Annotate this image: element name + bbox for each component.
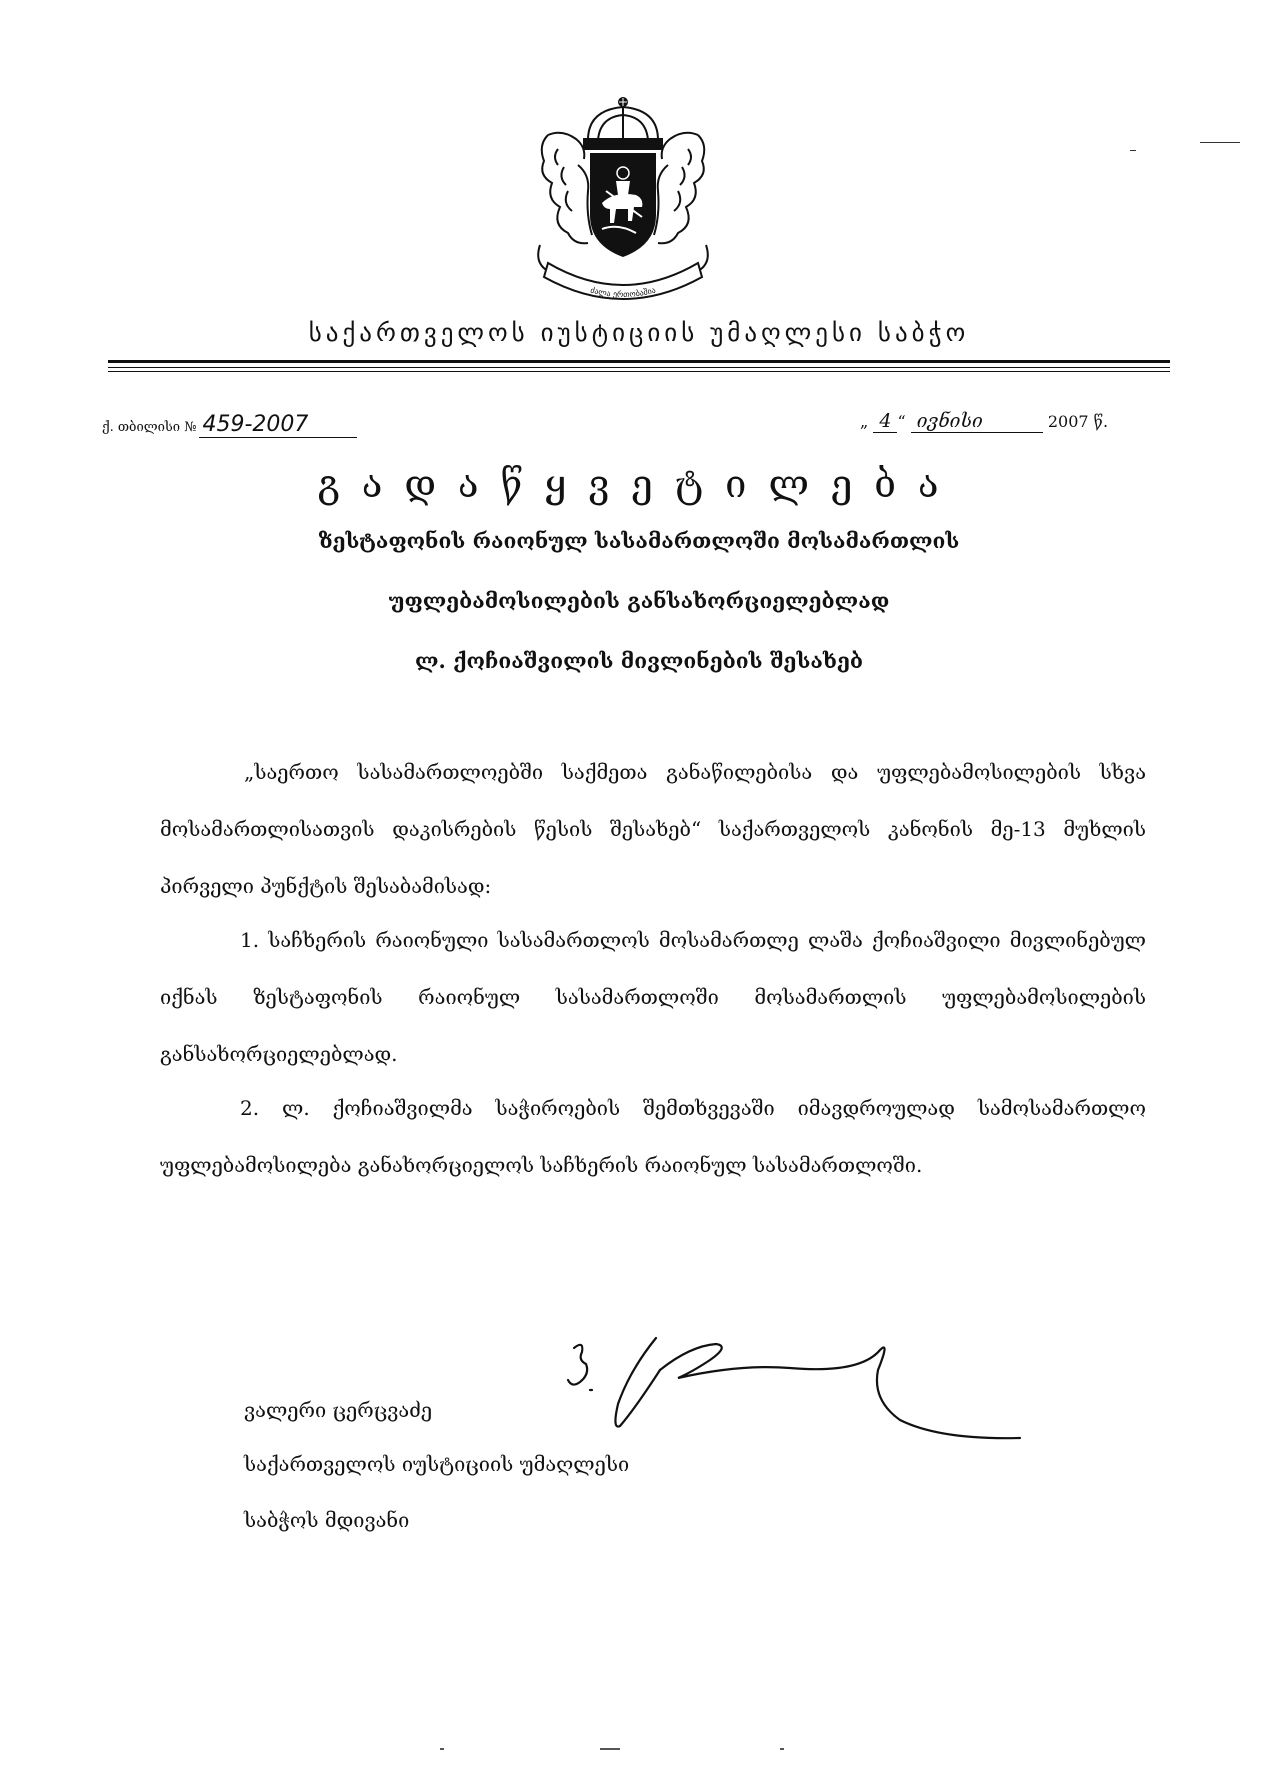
organization-title: საქართველოს იუსტიციის უმაღლესი საბჭო [308,318,970,347]
date-open-quote: „ [860,412,869,431]
left-lion-icon [538,133,592,271]
scan-marks [440,1746,800,1752]
scan-mark [1130,150,1136,151]
reference-number: 459-2007 [199,412,357,438]
header-rule [108,360,1170,363]
signatory-name: ვალერი ცერცვაძე [244,1398,433,1422]
header-rule [108,371,1170,372]
right-lion-icon [654,133,708,271]
handwritten-signature [560,1330,1030,1460]
date-line [860,410,1108,433]
date-month: ივნისი [911,410,1043,433]
date-year: 2007 წ. [1047,412,1109,431]
decision-item-2: 2. ლ. ქოჩიაშვილმა საჭიროების შემთხვევაში იმავდროულად სამოსამართლო უფლებამოსილება განახორციელოს საჩხერის რაიონულ სასამართლოში. [160,1096,1146,1177]
crown-icon [584,98,662,149]
coat-of-arms-emblem [518,95,728,305]
subtitle-line: უფლებამოსილების განსახორციელებლად [388,588,890,613]
reference-line [102,412,357,438]
city-prefix: ქ. თბილისი № [102,420,197,435]
document-type: გადაწყვეტილება [317,462,961,506]
date-close-quote: “ [897,412,906,431]
header-rule [108,367,1170,368]
scan-mark [1200,142,1240,143]
decision-item-1: 1. საჩხერის რაიონული სასამართლოს მოსამართლე ლაშა ქოჩიაშვილი მივლინებულ იქნას ზესტაფონის რაიონულ სასამართლოში მოსამართლის უფლებამოსილების განსახორციელებლად. [160,928,1146,1066]
date-day: 4 [873,410,897,433]
signatory-position: საბჭოს მდივანი [244,1508,410,1532]
signatory-position: საქართველოს იუსტიციის უმაღლესი [244,1452,630,1476]
emblem-motto: ძალა ერთობაშია [589,285,657,300]
subtitle-line: ზესტაფონის რაიონულ სასამართლოში მოსამართლის [318,528,960,553]
subtitle-line: ლ. ქოჩიაშვილის მივლინების შესახებ [414,648,864,673]
intro-paragraph: „საერთო სასამართლოებში საქმეთა განაწილებისა და უფლებამოსილების სხვა მოსამართლისათვის დაკისრების წესის შესახებ“ საქართველოს კანონის მე-13 მუხლის პირველი პუნქტის შესაბამისად: [160,760,1146,898]
